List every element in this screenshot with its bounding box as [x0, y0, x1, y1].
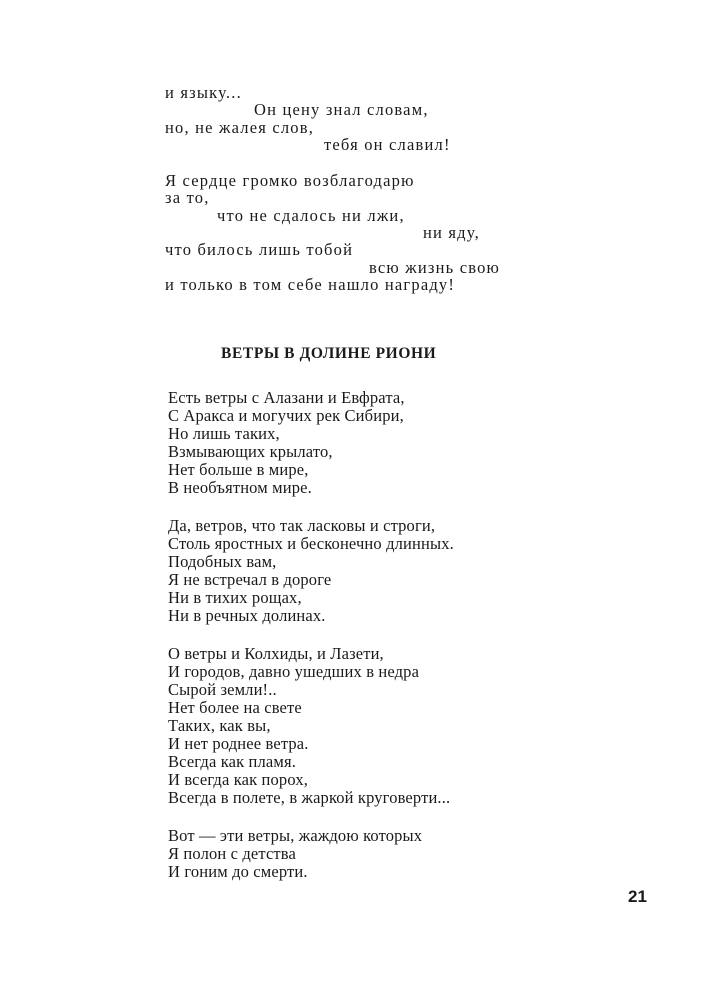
verse-line: Вот — эти ветры, жаждою которых	[168, 826, 423, 845]
verse-line: всю жизнь свою	[369, 258, 501, 277]
verse-line: что билось лишь тобой	[165, 240, 354, 259]
page-number: 21	[628, 887, 647, 906]
verse-line: Взмывающих крылато,	[168, 442, 333, 461]
verse-line: ни яду,	[423, 223, 480, 242]
verse-line: Всегда в полете, в жаркой круговерти...	[168, 788, 451, 807]
verse-line: Но лишь таких,	[168, 424, 280, 443]
verse-line: и языку...	[165, 83, 242, 102]
verse-line: Ни в речных долинах.	[168, 606, 326, 625]
verse-line: В необъятном мире.	[168, 478, 312, 497]
verse-line: Всегда как пламя.	[168, 752, 296, 771]
verse-line: но, не жалея слов,	[165, 118, 315, 137]
verse-line: Я не встречал в дороге	[168, 570, 332, 589]
verse-line: Он цену знал словам,	[254, 100, 429, 119]
verse-line: И нет роднее ветра.	[168, 734, 309, 753]
verse-line: тебя он славил!	[324, 135, 451, 154]
verse-line: Да, ветров, что так ласковы и строги,	[168, 516, 436, 535]
verse-line: И гоним до смерти.	[168, 862, 308, 881]
verse-line: И всегда как порох,	[168, 770, 308, 789]
verse-line: С Аракса и могучих рек Сибири,	[168, 406, 404, 425]
verse-line: Я полон с детства	[168, 844, 296, 863]
verse-line: за то,	[165, 188, 210, 207]
verse-line: Ни в тихих рощах,	[168, 588, 302, 607]
verse-line: Есть ветры с Алазани и Евфрата,	[168, 388, 405, 407]
verse-line: Нет более на свете	[168, 698, 302, 717]
poem-title: ВЕТРЫ В ДОЛИНЕ РИОНИ	[221, 345, 437, 362]
verse-line: и только в том себе нашло награду!	[165, 275, 456, 294]
verse-line: О ветры и Колхиды, и Лазети,	[168, 644, 384, 663]
verse-line: Я сердце громко возблагодарю	[165, 171, 415, 190]
verse-line: Нет больше в мире,	[168, 460, 309, 479]
verse-line: Сырой земли!..	[168, 680, 277, 699]
verse-line: И городов, давно ушедших в недра	[168, 662, 420, 681]
verse-line: что не сдалось ни лжи,	[217, 206, 405, 225]
verse-line: Столь яростных и бесконечно длинных.	[168, 534, 454, 553]
verse-line: Таких, как вы,	[168, 716, 271, 735]
verse-line: Подобных вам,	[168, 552, 277, 571]
